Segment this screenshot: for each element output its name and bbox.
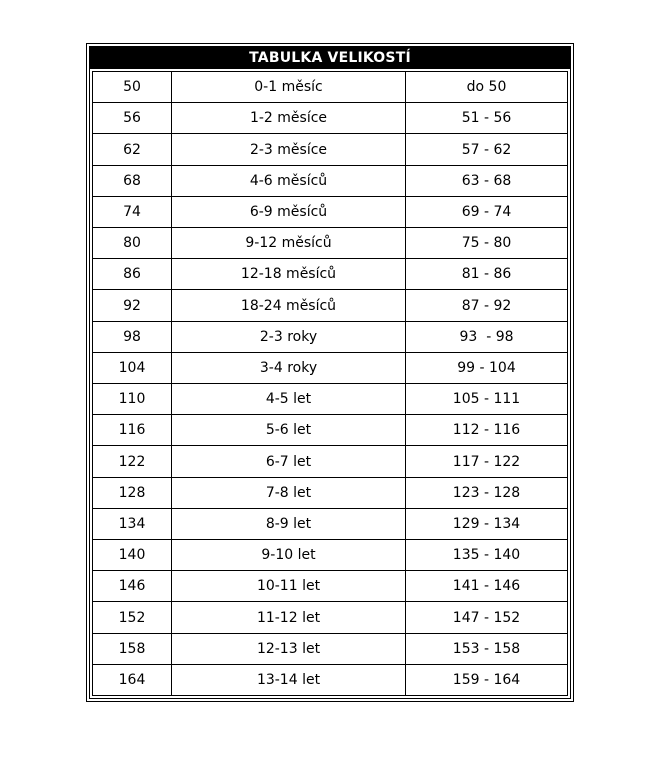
age-cell: 2-3 roky (172, 322, 406, 352)
age-cell: 10-11 let (172, 571, 406, 601)
size-cell: 140 (93, 540, 172, 570)
height-cell: 141 - 146 (452, 578, 521, 595)
age-cell: 9-12 měsíců (172, 228, 406, 258)
table-row (92, 477, 568, 508)
table-row (92, 352, 568, 383)
size-cell: 134 (93, 509, 172, 539)
age-cell: 4-6 měsíců (172, 166, 406, 196)
table-row (92, 71, 568, 102)
table-row (92, 102, 568, 133)
table-row (92, 570, 568, 601)
age-cell: 11-12 let (172, 602, 406, 632)
age-cell: 2-3 měsíce (172, 134, 406, 164)
size-cell: 68 (93, 166, 172, 196)
size-cell: 98 (93, 322, 172, 352)
height-cell: 159 - 164 (452, 671, 521, 688)
table-row (92, 321, 568, 352)
table-title: TABULKA VELIKOSTÍ (90, 47, 570, 69)
age-cell: 9-10 let (172, 540, 406, 570)
table-row (92, 289, 568, 320)
height-cell: 129 - 134 (452, 515, 521, 532)
size-cell: 158 (93, 634, 172, 664)
table-row (92, 383, 568, 414)
age-cell: 12-13 let (172, 634, 406, 664)
age-cell: 7-8 let (172, 478, 406, 508)
table-row (92, 633, 568, 664)
height-cell: 147 - 152 (452, 609, 521, 626)
size-cell: 104 (93, 353, 172, 383)
height-cell: 105 - 111 (452, 391, 521, 408)
table-row (92, 227, 568, 258)
height-cell: 123 - 128 (452, 484, 521, 501)
height-cell: 57 - 62 (461, 141, 512, 158)
table-row (92, 196, 568, 227)
size-cell: 80 (93, 228, 172, 258)
size-cell: 86 (93, 259, 172, 289)
height-cell: 51 - 56 (461, 110, 512, 127)
height-cell: 99 - 104 (457, 359, 516, 376)
size-cell: 62 (93, 134, 172, 164)
age-cell: 3-4 roky (172, 353, 406, 383)
height-cell: 63 - 68 (461, 172, 512, 189)
age-cell: 6-9 měsíců (172, 197, 406, 227)
age-cell: 5-6 let (172, 415, 406, 445)
size-table-inner (89, 46, 571, 699)
table-row (92, 601, 568, 632)
size-cell: 74 (93, 197, 172, 227)
age-cell: 18-24 měsíců (172, 290, 406, 320)
table-row (92, 539, 568, 570)
size-cell: 50 (93, 72, 172, 102)
table-row (92, 508, 568, 539)
table-row (92, 414, 568, 445)
size-table (86, 43, 574, 702)
age-cell: 6-7 let (172, 446, 406, 476)
height-cell: 81 - 86 (461, 266, 512, 283)
size-cell: 122 (93, 446, 172, 476)
size-cell: 164 (93, 665, 172, 695)
size-cell: 116 (93, 415, 172, 445)
height-cell: 135 - 140 (452, 547, 521, 564)
table-body (90, 69, 570, 698)
age-cell: 1-2 měsíce (172, 103, 406, 133)
size-cell: 128 (93, 478, 172, 508)
height-cell: 153 - 158 (452, 640, 521, 657)
height-cell: 117 - 122 (452, 453, 521, 470)
table-row (92, 664, 568, 696)
size-cell: 146 (93, 571, 172, 601)
table-row (92, 165, 568, 196)
age-cell: 4-5 let (172, 384, 406, 414)
age-cell: 0-1 měsíc (172, 72, 406, 102)
height-cell: 112 - 116 (452, 422, 521, 439)
size-cell: 152 (93, 602, 172, 632)
age-cell: 13-14 let (172, 665, 406, 695)
age-cell: 8-9 let (172, 509, 406, 539)
age-cell: 12-18 měsíců (172, 259, 406, 289)
table-row (92, 445, 568, 476)
height-cell: 69 - 74 (461, 203, 512, 220)
size-cell: 92 (93, 290, 172, 320)
size-cell: 56 (93, 103, 172, 133)
height-cell: 93 - 98 (459, 328, 514, 345)
height-cell: 75 - 80 (461, 235, 512, 252)
size-cell: 110 (93, 384, 172, 414)
table-row (92, 258, 568, 289)
height-cell: do 50 (466, 79, 507, 96)
table-row (92, 133, 568, 164)
height-cell: 87 - 92 (461, 297, 512, 314)
